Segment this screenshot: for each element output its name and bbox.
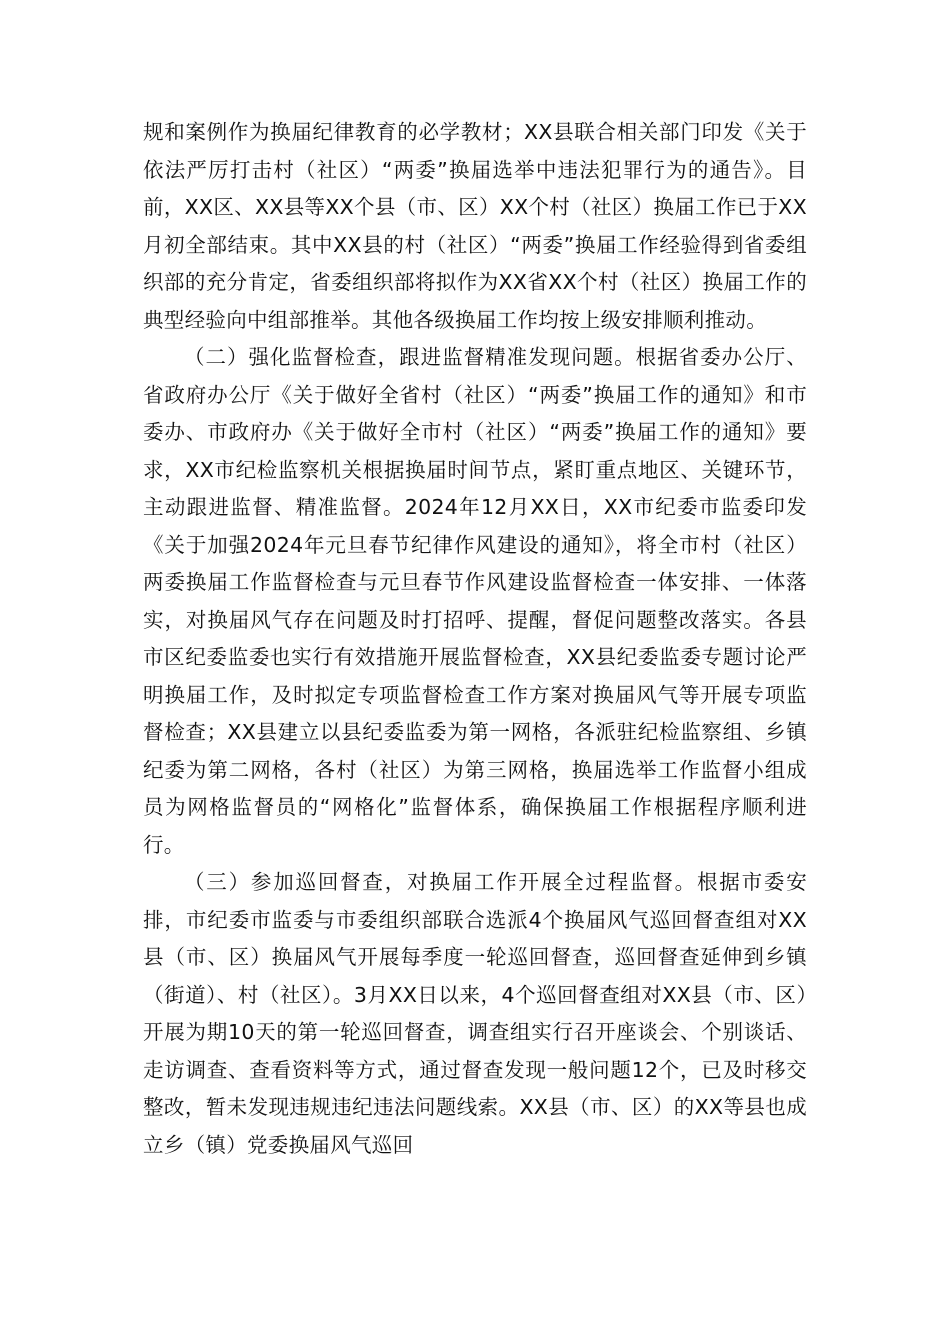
- paragraph-3: （三）参加巡回督查，对换届工作开展全过程监督。根据市委安排，市纪委市监委与市委组织部联合选派4个换届风气巡回督查组对XX县（市、区）换届风气开展每季度一轮巡回督查，巡回督查延伸到乡镇（街道）、村（社区）。3月XX日以来，4个巡回督查组对XX县（市、区）开展为期10天的第一轮巡回督查，调查组实行召开座谈会、个别谈话、走访调查、查看资料等方式，通过督查发现一般问题12个，已及时移交整改，暂未发现违规违纪违法问题线索。XX县（市、区）的XX等县也成立乡（镇）党委换届风气巡回: [143, 870, 807, 1157]
- document-body: [143, 114, 807, 1164]
- paragraph-1: 规和案例作为换届纪律教育的必学教材；XX县联合相关部门印发《关于依法严厉打击村（社区）“两委”换届选举中违法犯罪行为的通告》。目前，XX区、XX县等XX个县（市、区）XX个村（社区）换届工作已于XX月初全部结束。其中XX县的村（社区）“两委”换届工作经验得到省委组织部的充分肯定，省委组织部将拟作为XX省XX个村（社区）换届工作的典型经验向中组部推举。其他各级换届工作均按上级安排顺利推动。: [143, 120, 807, 332]
- paragraph-2: （二）强化监督检查，跟进监督精准发现问题。根据省委办公厅、省政府办公厅《关于做好全省村（社区）“两委”换届工作的通知》和市委办、市政府办《关于做好全市村（社区）“两委”换届工作的通知》要求，XX市纪检监察机关根据换届时间节点，紧盯重点地区、关键环节，主动跟进监督、精准监督。2024年12月XX日，XX市纪委市监委印发《关于加强2024年元旦春节纪律作风建设的通知》，将全市村（社区）两委换届工作监督检查与元旦春节作风建设监督检查一体安排、一体落实，对换届风气存在问题及时打招呼、提醒，督促问题整改落实。各县市区纪委监委也实行有效措施开展监督检查，XX县纪委监委专题讨论严明换届工作，及时拟定专项监督检查工作方案对换届风气等开展专项监督检查；XX县建立以县纪委监委为第一网格，各派驻纪检监察组、乡镇纪委为第二网格，各村（社区）为第三网格，换届选举工作监督小组成员为网格监督员的“网格化”监督体系，确保换届工作根据程序顺利进行。: [143, 345, 807, 857]
